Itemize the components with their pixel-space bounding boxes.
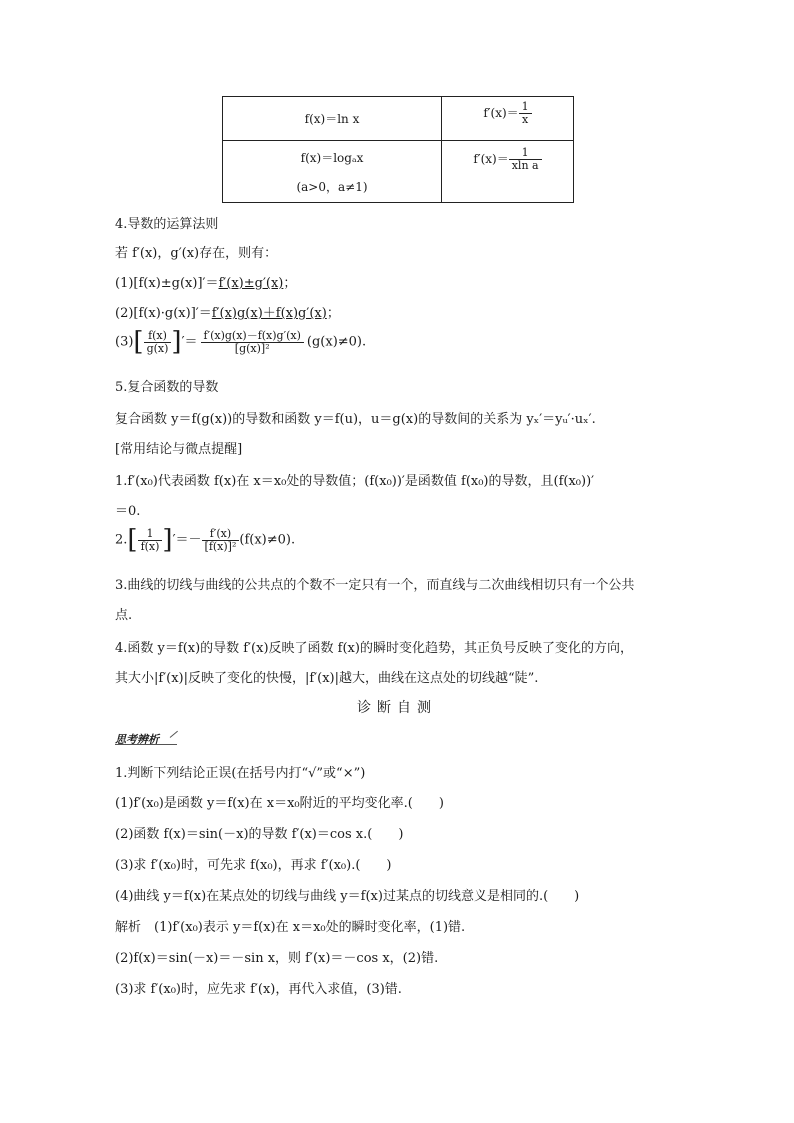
fraction-denominator: g(x): [144, 342, 172, 355]
tip-4-line-2: 其大小|f′(x)|反映了变化的快慢，|f′(x)|越大，曲线在这点处的切线越“陡”.: [115, 671, 539, 686]
tip-4-line-1: 4.函数 y＝f(x)的导数 f′(x)反映了函数 f(x)的瞬时变化趋势，其正负号反映了变化的方向，: [115, 641, 633, 656]
rule-3-equals: ′＝: [181, 334, 198, 350]
rule-2-end: ；: [326, 306, 340, 321]
rule-2-body: f′(x)g(x)＋f(x)g′(x): [211, 306, 327, 321]
thinking-tag: 思考辨析: [115, 733, 159, 746]
fraction-denominator: f(x): [138, 540, 163, 553]
table-row-divider: [223, 140, 573, 141]
rule-1-body: f′(x)±g′(x): [218, 276, 284, 291]
rule-3-prefix: (3): [115, 334, 134, 350]
composite-rule-text: 复合函数 y＝f(g(x))的导数和函数 y＝f(u)，u＝g(x)的导数间的关系为 yₓ′＝yᵤ′·uₓ′.: [115, 412, 596, 427]
answer-2: (2)f(x)＝sin(－x)＝－sin x，则 f′(x)＝－cos x，(2)错.: [115, 951, 439, 966]
tips-heading: [常用结论与微点提醒]: [115, 442, 243, 457]
tip-1-line-1: 1.f′(x₀)代表函数 f(x)在 x＝x₀处的导数值；(f(x₀))′是函数值 f(x₀)的导数，且(f(x₀))′: [115, 474, 595, 489]
fraction-numerator: f′(x): [209, 526, 232, 540]
section-heading-rules: 4.导数的运算法则: [115, 217, 219, 232]
tip-2-inner-fraction: [138, 528, 163, 553]
tip-2-fraction: [202, 528, 240, 553]
answer-3: (3)求 f′(x₀)时，应先求 f′(x)，再代入求值，(3)错.: [115, 982, 402, 997]
answer-1: 解析 (1)f′(x₀)表示 y＝f(x)在 x＝x₀处的瞬时变化率，(1)错.: [115, 920, 466, 935]
self-test-title: 诊断自测: [357, 700, 437, 716]
ln-derivative-prefix: f′(x)＝: [483, 106, 519, 120]
log-derivative-fraction: [509, 147, 542, 172]
rules-intro: 若 f′(x)，g′(x)存在，则有：: [115, 246, 278, 261]
table-cell-log-derivative: [442, 147, 573, 172]
ln-derivative-fraction: [519, 101, 532, 126]
table-cell-ln-function: [223, 110, 441, 127]
question-1: 1.判断下列结论正误(在括号内打“√”或“×”): [115, 766, 366, 781]
tag-underline: [115, 744, 177, 745]
fraction-denominator: [f(x)]²: [202, 540, 240, 553]
left-bracket: [: [133, 327, 144, 357]
fraction-denominator: x: [519, 113, 532, 126]
fraction-numerator: 1: [146, 526, 154, 540]
rule-3: [115, 329, 366, 355]
tip-1-line-2: ＝0.: [115, 504, 141, 519]
tip-2-condition: (f(x)≠0).: [239, 532, 296, 548]
rule-3-inner-fraction: [144, 330, 172, 355]
rule-1: [115, 272, 296, 291]
right-bracket: ]: [162, 525, 173, 555]
right-bracket: ]: [171, 327, 182, 357]
question-1-part-1: (1)f′(x₀)是函数 y＝f(x)在 x＝x₀附近的平均变化率.( ): [115, 796, 444, 811]
question-1-part-2: (2)函数 f(x)＝sin(－x)的导数 f′(x)＝cos x.( ): [115, 827, 404, 842]
rule-3-condition: (g(x)≠0).: [306, 334, 367, 350]
rule-2: [115, 302, 340, 321]
tip-2: [115, 527, 295, 553]
log-function-text: f(x)＝logₐx: [300, 151, 364, 165]
ln-function-text: f(x)＝ln x: [304, 112, 360, 126]
rule-1-prefix: (1)[f(x)±g(x)]′＝: [115, 276, 219, 291]
tip-3-line-2: 点.: [115, 608, 133, 623]
tip-2-prefix: 2.: [115, 532, 128, 548]
derivative-table: [222, 96, 574, 203]
question-1-part-3: (3)求 f′(x₀)时，可先求 f(x₀)，再求 f′(x₀).( ): [115, 858, 392, 873]
log-derivative-prefix: f′(x)＝: [473, 152, 509, 166]
rule-3-fraction: [201, 330, 304, 355]
fraction-denominator: [g(x)]²: [201, 342, 304, 355]
fraction-denominator: xln a: [509, 159, 542, 172]
tip-2-equals: ′＝－: [172, 532, 202, 548]
fraction-numerator: f(x): [148, 328, 167, 342]
fraction-numerator: f′(x)g(x)－f(x)g′(x): [203, 328, 301, 342]
log-condition-text: (a>0，a≠1): [296, 180, 368, 194]
fraction-numerator: 1: [521, 146, 529, 159]
tag-underline-tail: [170, 731, 178, 738]
rule-2-prefix: (2)[f(x)·g(x)]′＝: [115, 306, 212, 321]
rule-1-end: ；: [283, 276, 297, 291]
question-1-part-4: (4)曲线 y＝f(x)在某点处的切线与曲线 y＝f(x)过某点的切线意义是相同的.( ): [115, 889, 580, 904]
table-cell-log-function: [223, 149, 441, 195]
tip-3-line-1: 3.曲线的切线与曲线的公共点的个数不一定只有一个，而直线与二次曲线相切只有一个公共: [115, 578, 635, 593]
left-bracket: [: [127, 525, 138, 555]
section-heading-composite: 5.复合函数的导数: [115, 380, 219, 395]
table-cell-ln-derivative: [442, 101, 573, 126]
fraction-numerator: 1: [521, 100, 529, 113]
